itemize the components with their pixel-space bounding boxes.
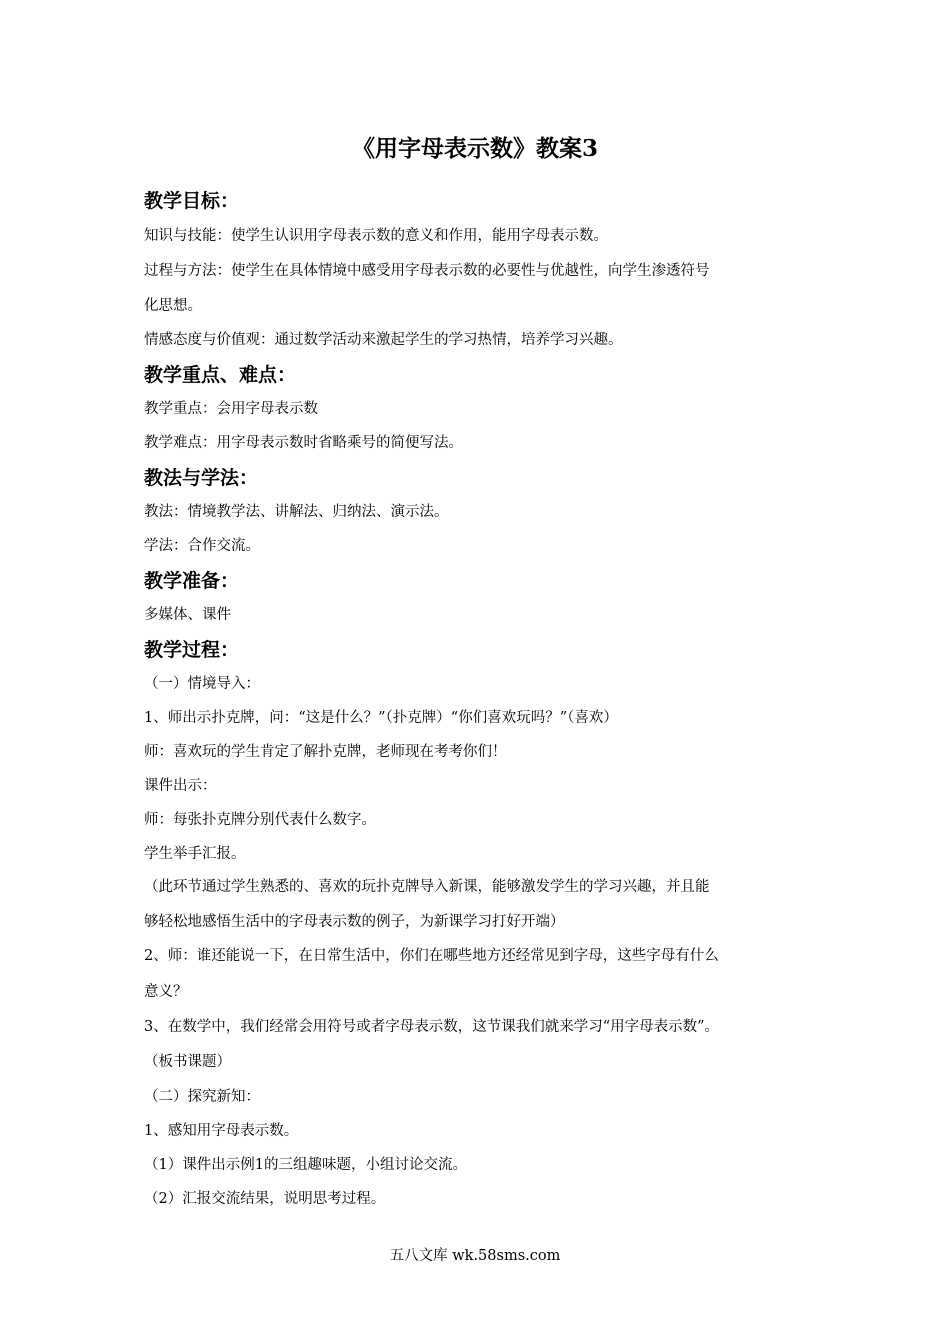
section-heading-preparation: 教学准备： — [144, 570, 240, 592]
paragraph-line: （此环节通过学生熟悉的、喜欢的玩扑克牌导入新课，能够激发学生的学习兴趣，并且能 — [144, 879, 710, 895]
paragraph-line: 多媒体、课件 — [144, 607, 231, 623]
section-heading-process: 教学过程： — [144, 639, 240, 661]
paragraph-line: 3、在数学中，我们经常会用符号或者字母表示数，这节课我们就来学习“用字母表示数”。 — [144, 1019, 720, 1035]
paragraph-line: 情感态度与价值观：通过数学活动来激起学生的学习热情，培养学习兴趣。 — [144, 332, 623, 348]
paragraph-line: 1、感知用字母表示数。 — [144, 1123, 299, 1139]
paragraph-line: 教学重点：会用字母表示数 — [144, 401, 318, 417]
paragraph-line: 够轻松地感悟生活中的字母表示数的例子，为新课学习打好开端） — [144, 914, 565, 930]
paragraph-line: （二）探究新知： — [144, 1089, 260, 1105]
section-heading-key-points: 教学重点、难点： — [144, 364, 297, 386]
footer-watermark: 五八文库 wk.58sms.com — [389, 1248, 561, 1264]
paragraph-line: 化思想。 — [144, 298, 202, 314]
paragraph-line: 教学难点：用字母表示数时省略乘号的简便写法。 — [144, 435, 463, 451]
paragraph-line: 师：喜欢玩的学生肯定了解扑克牌，老师现在考考你们！ — [144, 744, 507, 760]
paragraph-line: 意义？ — [144, 984, 188, 1000]
paragraph-line: 学生举手汇报。 — [144, 846, 246, 862]
paragraph-line: （1）课件出示例1的三组趣味题，小组讨论交流。 — [144, 1157, 467, 1173]
paragraph-line: （板书课题） — [144, 1054, 231, 1070]
paragraph-line: 知识与技能：使学生认识用字母表示数的意义和作用，能用字母表示数。 — [144, 228, 608, 244]
paragraph-line: 学法：合作交流。 — [144, 538, 260, 554]
paragraph-line: （一）情境导入： — [144, 676, 260, 692]
paragraph-line: 过程与方法：使学生在具体情境中感受用字母表示数的必要性与优越性，向学生渗透符号 — [144, 263, 710, 279]
section-heading-goals: 教学目标： — [144, 190, 240, 212]
paragraph-line: 师：每张扑克牌分别代表什么数字。 — [144, 812, 376, 828]
section-heading-methods: 教法与学法： — [144, 467, 259, 489]
paragraph-line: 教法：情境教学法、讲解法、归纳法、演示法。 — [144, 504, 449, 520]
document-title: 《用字母表示数》教案3 — [351, 135, 598, 162]
paragraph-line: 2、师：谁还能说一下，在日常生活中，你们在哪些地方还经常见到字母，这些字母有什么 — [144, 948, 719, 964]
paragraph-line: 课件出示： — [144, 778, 217, 794]
paragraph-line: （2）汇报交流结果，说明思考过程。 — [144, 1191, 386, 1207]
paragraph-line: 1、师出示扑克牌，问：“这是什么？”（扑克牌）“你们喜欢玩吗？”（喜欢） — [144, 710, 618, 726]
